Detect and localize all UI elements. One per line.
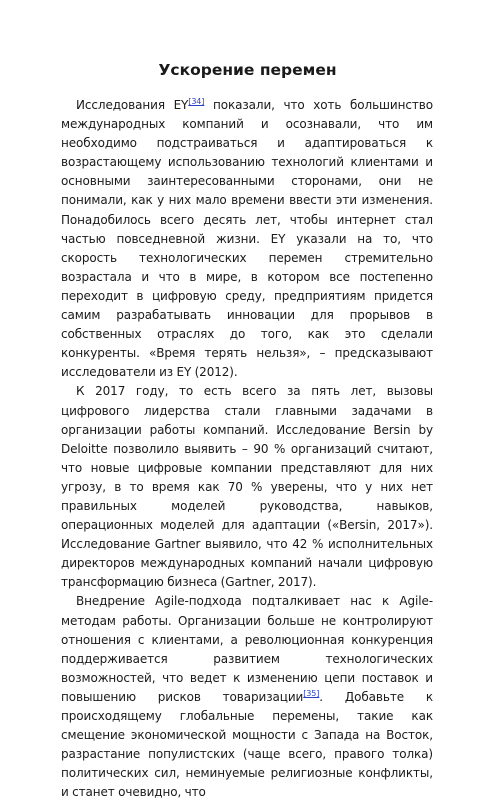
paragraph-3: [61, 592, 433, 802]
footnote-ref-34[interactable]: [34]: [188, 97, 205, 106]
paragraph-1-text-start: Исследования EY: [76, 98, 189, 112]
body-text: [61, 96, 433, 802]
paragraph-3-text-start: Внедрение Agile-подхода подталкивает нас к Agile-методам работы. Организации больше не контролируют отношения с клиентами, а революционная конкуренция поддерживается развитием технологических возможностей, что ведет к изменению цепи поставок и повышению рисков товаризации: [61, 594, 433, 704]
paragraph-1: [61, 96, 433, 382]
paragraph-1-text-end: показали, что хоть большинство международных компаний и осознавали, что им необходимо подстраиваться и адаптироваться к возрастающему использованию технологий клиентами и основными заинтересованными сторонами, они не понимали, как у них мало времени ввести эти изменения. Понадобилось всего десять лет, чтобы интернет стал частью повседневной жизни. EY указали на то, что скорость технологических перемен стремительно возрастала и что в мире, в котором все постепенно переходит в цифровую среду, предприятиям придется самим разрабатывать инновации для прорывов в собственных отраслях до того, как это сделали конкуренты. «Время терять нельзя», – предсказывают исследователи из EY (2012).: [61, 98, 433, 380]
page-title: Ускорение перемен: [158, 61, 337, 79]
footnote-ref-35[interactable]: [35]: [303, 688, 320, 698]
paragraph-2: К 2017 году, то есть всего за пять лет, вызовы цифрового лидерства стали главными задачами в организации работы компаний. Исследование Bersin by Deloitte позволило выявить – 90 % организаций считают, что новые цифровые компании представляют для них угрозу, в то время как 70 % уверены, что у них нет правильных моделей руководства, навыков, операционных моделей для адаптации («Bersin, 2017»). Исследование Gartner выявило, что 42 % исполнительных директоров международных компаний начали цифровую трансформацию бизнеса (Gartner, 2017).: [61, 384, 433, 590]
paragraph-3-text-end: . Добавьте к происходящему глобальные перемены, такие как смещение экономической мощности с Запада на Восток, разрастание популистских (чаще всего, правого толка) политических сил, неминуемые религиозные конфликты, и станет очевидно, что: [61, 689, 433, 800]
